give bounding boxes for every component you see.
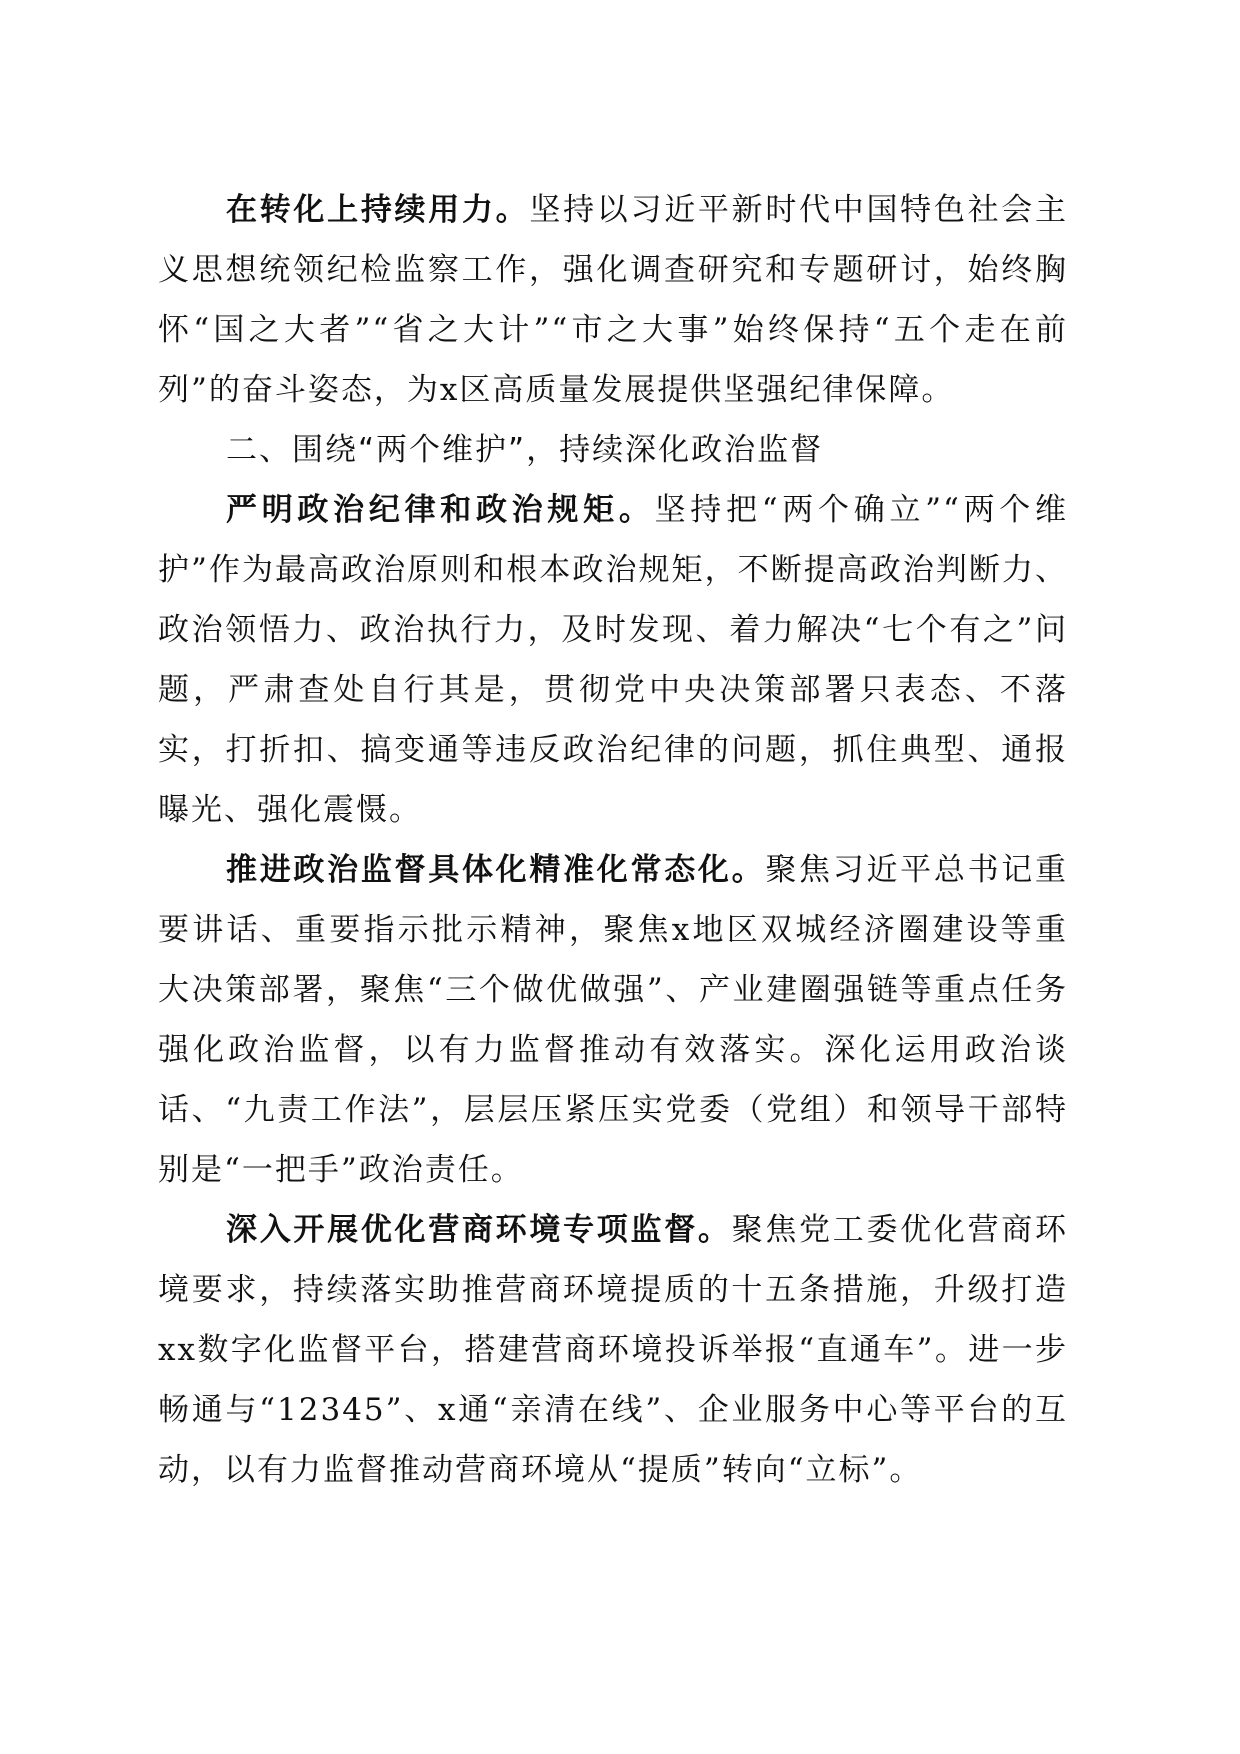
paragraph-lead: 推进政治监督具体化精准化常态化。: [226, 852, 766, 888]
paragraph-body: 坚持把“两个确立”“两个维护”作为最高政治原则和根本政治规矩，不断提高政治判断力、政治领悟力、政治执行力，及时发现、着力解决“七个有之”问题，严肃查处自行其是，贯彻党中央决策部署只表态、不落实，打折扣、搞变通等违反政治纪律的问题，抓住典型、通报曝光、强化震慑。: [158, 492, 1069, 828]
paragraph-political-supervision: [158, 840, 1068, 1200]
paragraph-political-discipline: [158, 480, 1068, 840]
paragraph-body: 聚焦习近平总书记重要讲话、重要指示批示精神，聚焦x地区双城经济圈建设等重大决策部署，聚焦“三个做优做强”、产业建圈强链等重点任务强化政治监督，以有力监督推动有效落实。深化运用政治谈话、“九责工作法”，层层压紧压实党委（党组）和领导干部特别是“一把手”政治责任。: [158, 852, 1069, 1188]
paragraph-lead: 严明政治纪律和政治规矩。: [226, 492, 655, 528]
paragraph-business-environment: [158, 1200, 1068, 1500]
paragraph-lead: 深入开展优化营商环境专项监督。: [226, 1212, 732, 1248]
section-heading: 二、围绕“两个维护”，持续深化政治监督: [226, 432, 824, 468]
paragraph-body: 聚焦党工委优化营商环境要求，持续落实助推营商环境提质的十五条措施，升级打造xx数字化监督平台，搭建营商环境投诉举报“直通车”。进一步畅通与“12345”、x通“亲清在线”、企业服务中心等平台的互动，以有力监督推动营商环境从“提质”转向“立标”。: [158, 1212, 1068, 1488]
paragraph-lead: 在转化上持续用力。: [226, 192, 530, 228]
paragraph-body: 坚持以习近平新时代中国特色社会主义思想统领纪检监察工作，强化调查研究和专题研讨，始终胸怀“国之大者”“省之大计”“市之大事”始终保持“五个走在前列”的奋斗姿态，为x区高质量发展提供坚强纪律保障。: [158, 192, 1068, 408]
document-page: [158, 180, 1068, 1500]
paragraph-transformation: [158, 180, 1068, 420]
